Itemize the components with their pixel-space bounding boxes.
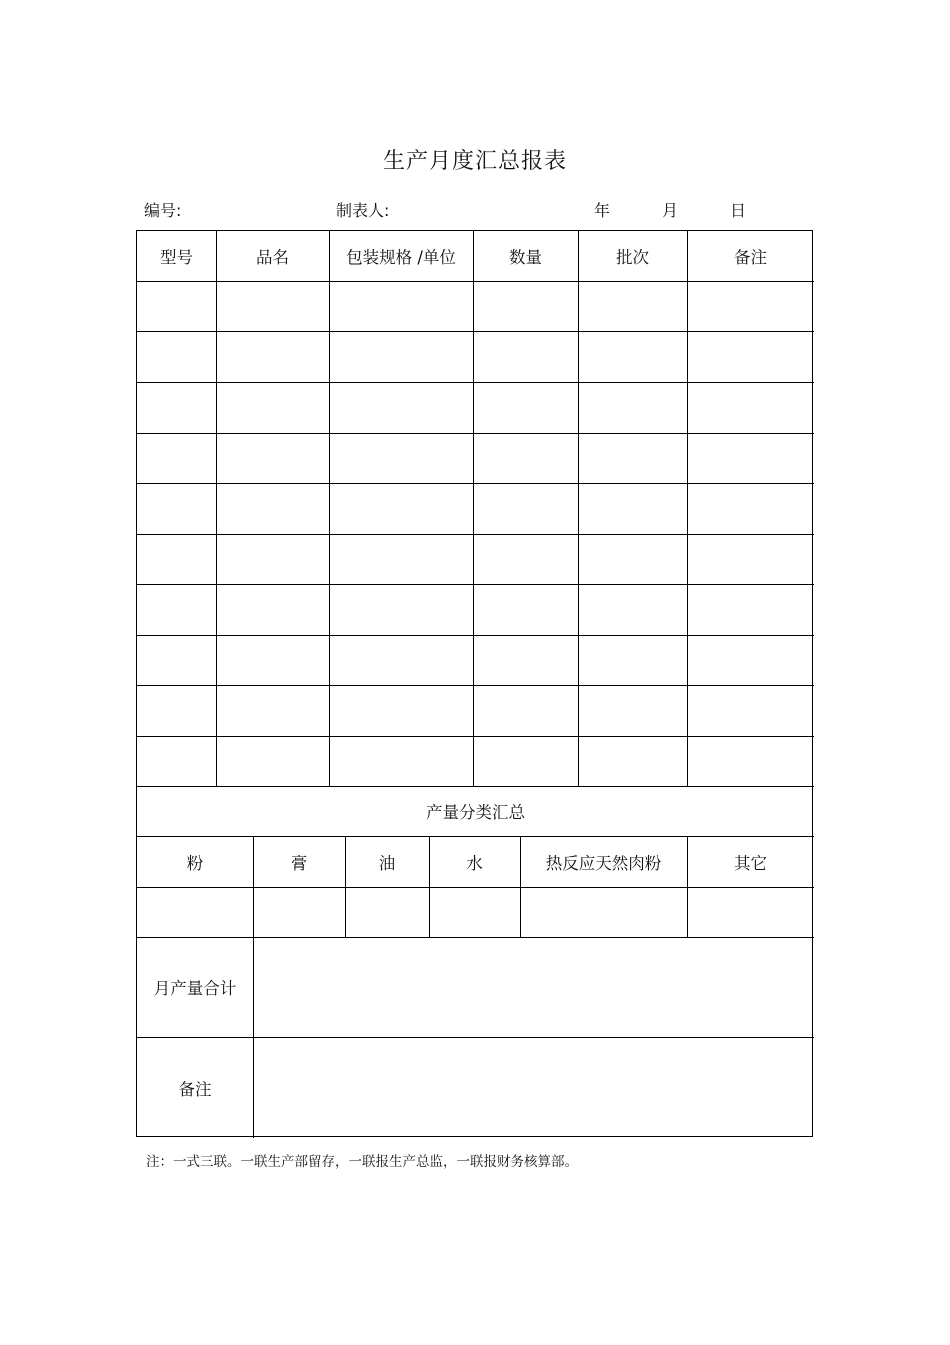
col-rule xyxy=(578,231,579,786)
header-batch: 批次 xyxy=(616,248,649,267)
footnote: 注：一式三联。一联生产部留存，一联报生产总监，一联报财务核算部。 xyxy=(146,1154,578,1170)
maker-label: 制表人: xyxy=(336,201,390,220)
row-rule xyxy=(137,736,814,737)
remarks-label: 备注 xyxy=(178,1079,212,1099)
header-model: 型号 xyxy=(160,248,193,267)
monthly-total-label: 月产量合计 xyxy=(153,979,237,998)
col-rule xyxy=(216,231,217,786)
category-water: 水 xyxy=(466,853,483,873)
row-rule xyxy=(137,635,814,636)
page-title: 生产月度汇总报表 xyxy=(382,149,567,174)
number-label: 编号: xyxy=(144,201,182,220)
row-rule xyxy=(137,483,814,484)
col-rule xyxy=(329,231,330,786)
year-label: 年 xyxy=(594,201,611,220)
header-quantity: 数量 xyxy=(509,248,542,267)
row-rule xyxy=(137,584,814,585)
category-summary-title: 产量分类汇总 xyxy=(426,803,525,822)
col-rule xyxy=(687,231,688,786)
category-other: 其它 xyxy=(734,853,767,873)
monthly-total-value[interactable] xyxy=(253,937,814,1037)
header-product-name: 品名 xyxy=(256,248,289,267)
report-table xyxy=(136,230,813,1137)
day-label: 日 xyxy=(730,201,747,220)
row-rule xyxy=(137,433,814,434)
header-package-unit: 包装规格 /单位 xyxy=(346,248,456,267)
category-oil: 油 xyxy=(378,853,396,873)
row-rule xyxy=(137,382,814,383)
remarks-value[interactable] xyxy=(253,1037,814,1138)
header-remarks: 备注 xyxy=(734,248,767,267)
row-rule xyxy=(137,534,814,535)
row-rule xyxy=(137,281,814,282)
row-rule xyxy=(137,685,814,686)
category-meat-powder: 热反应天然肉粉 xyxy=(545,853,662,873)
category-powder: 粉 xyxy=(186,853,204,873)
category-paste: 膏 xyxy=(290,853,308,873)
row-rule xyxy=(137,887,814,888)
row-rule xyxy=(137,331,814,332)
col-rule xyxy=(473,231,474,786)
month-label: 月 xyxy=(662,201,679,220)
